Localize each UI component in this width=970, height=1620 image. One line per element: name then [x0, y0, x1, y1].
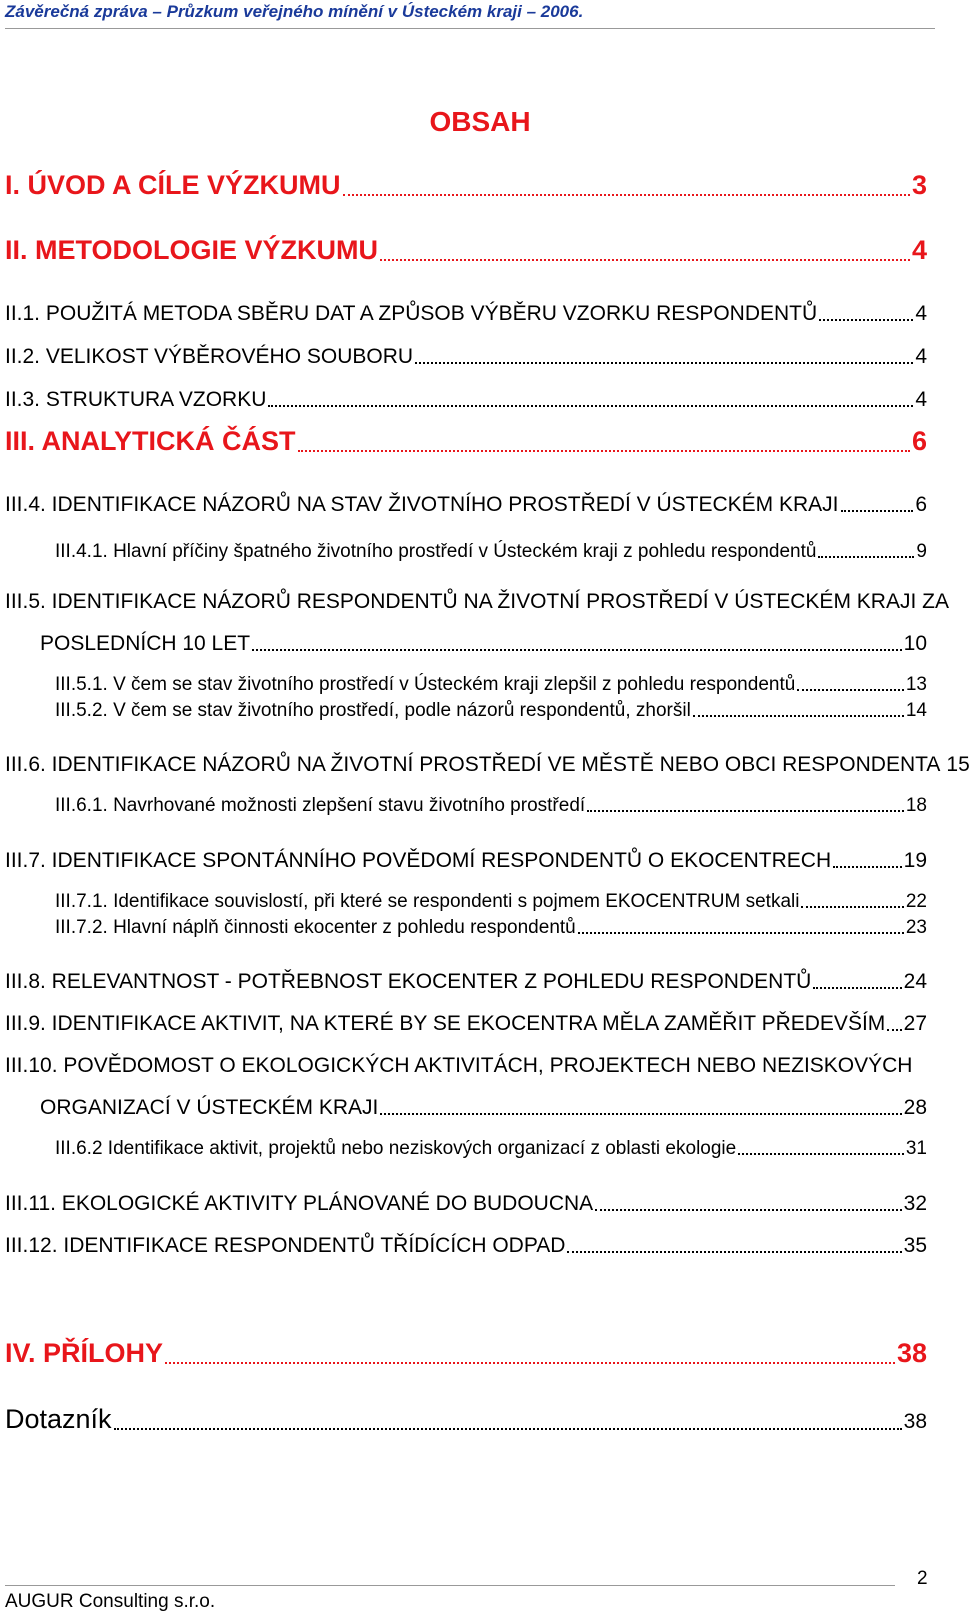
toc-entry-text: III.4. IDENTIFIKACE NÁZORŮ NA STAV ŽIVOTNÍHO PROSTŘEDÍ V ÚSTECKÉM KRAJI	[5, 493, 839, 516]
toc-leader-dots	[813, 987, 901, 989]
toc-entry-text: III.6.2 Identifikace aktivit, projektů nebo neziskových organizací z oblasti ekologie	[55, 1138, 737, 1159]
toc-page-number: 22	[905, 891, 927, 912]
toc-entry-text: III.4.1. Hlavní příčiny špatného životního prostředí v Ústeckém kraji z pohledu respondentů	[55, 541, 817, 562]
toc-entry-text: I. ÚVOD A CÍLE VÝZKUMU	[5, 170, 341, 200]
page-header	[5, 2, 935, 29]
toc-entry-text: III.6.1. Navrhované možnosti zlepšení stavu životního prostředí	[55, 795, 586, 816]
toc-entry-section-continued[interactable]	[40, 632, 927, 656]
toc-entry-text: III.5.2. V čem se stav životního prostředí, podle názorů respondentů, zhoršil	[55, 700, 691, 721]
toc-page-number: 23	[905, 917, 927, 938]
toc-entry-subsection[interactable]	[55, 541, 927, 563]
toc-entry-text: III.11. EKOLOGICKÉ AKTIVITY PLÁNOVANÉ DO BUDOUCNA	[5, 1192, 594, 1215]
toc-entry-chapter-4[interactable]	[5, 1338, 927, 1369]
toc-leader-dots	[738, 1153, 904, 1155]
toc-page-number: 4	[915, 388, 927, 411]
toc-entry-text: III.10. POVĚDOMOST O EKOLOGICKÝCH AKTIVITÁCH, PROJEKTECH NEBO NEZISKOVÝCH	[5, 1054, 913, 1077]
toc-entry-section[interactable]	[5, 302, 927, 326]
header-title-rest: – Průzkum veřejného mínění v Ústeckém kraji – 2006.	[147, 2, 584, 21]
toc-entry-section[interactable]	[5, 590, 949, 614]
toc-entry-text: II. METODOLOGIE VÝZKUMU	[5, 235, 379, 265]
toc-entry-subsection[interactable]	[55, 917, 927, 939]
toc-leader-dots	[298, 450, 910, 452]
toc-entry-text: Dotazník	[5, 1404, 112, 1434]
toc-entry-questionnaire[interactable]	[5, 1404, 927, 1435]
toc-entry-text: II.2. VELIKOST VÝBĚROVÉHO SOUBORU	[5, 345, 414, 368]
toc-leader-dots	[587, 810, 904, 812]
toc-page-number: 38	[896, 1338, 927, 1368]
toc-leader-dots	[833, 866, 902, 868]
toc-entry-section[interactable]	[5, 1012, 927, 1036]
toc-entry-section[interactable]	[5, 970, 927, 994]
toc-entry-text: III.5. IDENTIFIKACE NÁZORŮ RESPONDENTŮ NA ŽIVOTNÍ PROSTŘEDÍ V ÚSTECKÉM KRAJI ZA	[5, 590, 949, 613]
toc-page-number: 24	[903, 970, 927, 993]
toc-leader-dots	[415, 362, 913, 364]
toc-entry-section[interactable]	[5, 345, 927, 369]
toc-entry-subsection[interactable]	[55, 795, 927, 817]
toc-entry-subsection[interactable]	[55, 1138, 927, 1160]
toc-entry-text: III.7.2. Hlavní náplň činnosti ekocenter z pohledu respondentů	[55, 917, 576, 938]
toc-leader-dots	[380, 1113, 901, 1115]
toc-page-number: 9	[916, 541, 927, 562]
footer-company: AUGUR Consulting s.r.o.	[5, 1591, 216, 1612]
toc-leader-dots	[114, 1428, 902, 1430]
toc-leader-dots	[252, 649, 902, 651]
toc-leader-dots	[801, 906, 903, 908]
toc-entry-text-continued: POSLEDNÍCH 10 LET	[40, 632, 251, 655]
toc-leader-dots	[567, 1251, 901, 1253]
toc-page-number: 28	[903, 1096, 927, 1119]
toc-leader-dots	[693, 715, 904, 717]
toc-page-number: 3	[911, 170, 927, 200]
toc-leader-dots	[165, 1362, 895, 1364]
footer-page-number: 2	[917, 1568, 928, 1589]
toc-page-number: 13	[905, 674, 927, 695]
toc-page-number: 6	[911, 426, 927, 456]
toc-entry-text: III.7. IDENTIFIKACE SPONTÁNNÍHO POVĚDOMÍ RESPONDENTŮ O EKOCENTRECH	[5, 849, 832, 872]
toc-entry-subsection[interactable]	[55, 700, 927, 722]
toc-page-number: 35	[903, 1234, 927, 1257]
toc-page-number: 6	[915, 493, 927, 516]
toc-page-number: 18	[905, 795, 927, 816]
toc-entry-text: III.8. RELEVANTNOST - POTŘEBNOST EKOCENTER Z POHLEDU RESPONDENTŮ	[5, 970, 812, 993]
toc-entry-text: III.9. IDENTIFIKACE AKTIVIT, NA KTERÉ BY SE EKOCENTRA MĚLA ZAMĚŘIT PŘEDEVŠÍM	[5, 1012, 886, 1035]
toc-entry-text: II.3. STRUKTURA VZORKU	[5, 388, 267, 411]
toc-page-number: 4	[915, 345, 927, 368]
toc-entry-text: III.5.1. V čem se stav životního prostředí v Ústeckém kraji zlepšil z pohledu respondentů	[55, 674, 796, 695]
toc-entry-chapter-3[interactable]	[5, 426, 927, 457]
toc-entry-subsection[interactable]	[55, 674, 927, 696]
toc-leader-dots	[343, 194, 910, 196]
toc-leader-dots	[797, 689, 904, 691]
toc-entry-subsection[interactable]	[55, 891, 927, 913]
toc-entry-section[interactable]	[5, 1054, 927, 1078]
toc-leader-dots	[268, 405, 913, 407]
toc-entry-text: III.6. IDENTIFIKACE NÁZORŮ NA ŽIVOTNÍ PROSTŘEDÍ VE MĚSTĚ NEBO OBCI RESPONDENTA	[5, 753, 941, 776]
toc-entry-text: IV. PŘÍLOHY	[5, 1338, 164, 1368]
toc-page-number: 10	[903, 632, 927, 655]
toc-page-number: 4	[915, 302, 927, 325]
toc-leader-dots	[819, 319, 913, 321]
toc-leader-dots	[595, 1209, 901, 1211]
header-title-bold: Závěrečná zpráva	[5, 2, 148, 21]
toc-title: OBSAH	[429, 106, 531, 137]
toc-entry-section[interactable]	[5, 388, 927, 412]
toc-entry-text: III. ANALYTICKÁ ČÁST	[5, 426, 296, 456]
toc-entry-chapter-1[interactable]	[5, 170, 927, 201]
toc-leader-dots	[887, 1029, 901, 1031]
toc-page-number: 14	[905, 700, 927, 721]
toc-entry-text: III.7.1. Identifikace souvislostí, při které se respondenti s pojmem EKOCENTRUM setkali	[55, 891, 800, 912]
toc-page-number: 38	[903, 1410, 927, 1433]
toc-page-number: 19	[903, 849, 927, 872]
toc-page-number: 4	[911, 235, 927, 265]
toc-page-number: 32	[903, 1192, 927, 1215]
toc-leader-dots	[818, 556, 914, 558]
toc-entry-section[interactable]	[5, 1234, 927, 1258]
toc-leader-dots	[578, 932, 904, 934]
toc-page-number: 15	[946, 753, 970, 776]
toc-entry-text: II.1. POUŽITÁ METODA SBĚRU DAT A ZPŮSOB VÝBĚRU VZORKU RESPONDENTŮ	[5, 302, 818, 325]
toc-entry-text: III.12. IDENTIFIKACE RESPONDENTŮ TŘÍDÍCÍCH ODPAD	[5, 1234, 566, 1257]
toc-entry-section[interactable]	[5, 753, 970, 777]
toc-page-number: 27	[903, 1012, 927, 1035]
toc-leader-dots	[841, 510, 914, 512]
footer-rule	[5, 1585, 895, 1586]
toc-entry-section[interactable]	[5, 1192, 927, 1216]
toc-entry-section[interactable]	[5, 849, 927, 873]
toc-page-number: 31	[905, 1138, 927, 1159]
toc-entry-section-continued[interactable]	[40, 1096, 927, 1120]
toc-entry-text-continued: ORGANIZACÍ V ÚSTECKÉM KRAJI	[40, 1096, 379, 1119]
toc-leader-dots	[380, 259, 910, 261]
toc-entry-section[interactable]	[5, 493, 927, 517]
toc-entry-chapter-2[interactable]	[5, 235, 927, 266]
